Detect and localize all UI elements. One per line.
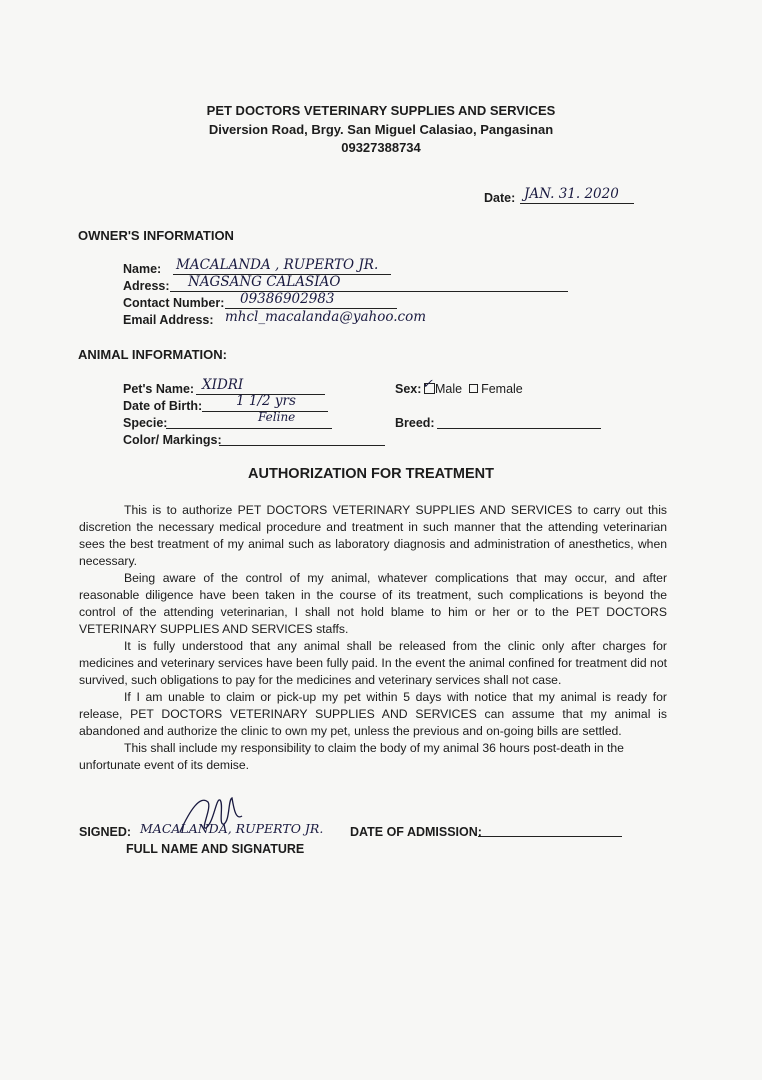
date-label: Date:	[484, 191, 516, 205]
authorization-paragraph: Being aware of the control of my animal, whatever complications that may occur, and after reasonable diligence have been taken in the course of its treatment, such complications is beyond the control of the attending veterinarian, I shall not hold blame to him or her or to the PET DOCTORS VETERINARY SUPPLIES AND SERVICES staffs.	[79, 571, 667, 636]
date-value: JAN. 31. 2020	[524, 186, 619, 202]
company-address: Diversion Road, Brgy. San Miguel Calasiao, Pangasinan	[208, 122, 554, 137]
contact-value: 09386902983	[240, 291, 335, 307]
contact-label: Contact Number:	[123, 296, 225, 310]
specie-value: Feline	[258, 410, 296, 424]
sex-male-label: Male	[435, 382, 463, 396]
email-label: Email Address:	[123, 313, 214, 327]
signed-label: SIGNED:	[79, 825, 132, 839]
specie-line	[166, 414, 332, 429]
admission-line	[478, 822, 622, 837]
sex-female-label: Female	[481, 382, 523, 396]
dob-value: 1 1/2 yrs	[236, 393, 296, 409]
dob-label: Date of Birth:	[123, 399, 203, 413]
color-line	[219, 431, 385, 446]
email-value: mhcl_macalanda@yahoo.com	[225, 309, 427, 325]
authorization-paragraph: This shall include my responsibility to claim the body of my animal 36 hours post-death in the unfortunate event of its demise.	[79, 741, 624, 772]
owner-section-title: OWNER'S INFORMATION	[78, 228, 234, 243]
address-value: NAGSANG CALASIAO	[188, 274, 341, 290]
pet-name-value: XIDRI	[202, 377, 244, 393]
color-label: Color/ Markings:	[123, 433, 222, 447]
authorization-title: AUTHORIZATION FOR TREATMENT	[248, 466, 494, 482]
company-name: PET DOCTORS VETERINARY SUPPLIES AND SERVICES	[206, 103, 556, 118]
animal-section-title: ANIMAL INFORMATION:	[78, 347, 227, 362]
checkmark-icon: ✓	[422, 377, 433, 392]
sex-female-checkbox[interactable]	[469, 384, 478, 393]
specie-label: Specie:	[123, 416, 168, 430]
breed-line	[437, 414, 601, 429]
name-label: Name:	[123, 262, 162, 276]
authorization-paragraph: If I am unable to claim or pick-up my pet within 5 days with notice that my animal is ready for release, PET DOCTORS VETERINARY SUPPLIES AND SERVICES can assume that my animal is abandoned and authorize the clinic to own my pet, unless the previous and on-going bills are settled.	[79, 690, 667, 738]
sex-options	[422, 377, 523, 396]
sex-male-checkbox[interactable]	[422, 377, 435, 394]
breed-label: Breed:	[395, 416, 435, 430]
signature-scrawl	[170, 790, 270, 840]
authorization-body	[79, 502, 667, 774]
full-name-label: FULL NAME AND SIGNATURE	[126, 842, 305, 856]
admission-label: DATE OF ADMISSION:	[350, 825, 482, 839]
authorization-paragraph: This is to authorize PET DOCTORS VETERINARY SUPPLIES AND SERVICES to carry out this discretion the necessary medical procedure and treatment in such manner that the attending veterinarian sees the best treatment of my animal such as laboratory diagnosis and administration of anesthetics, when necessary.	[79, 503, 667, 568]
name-value: MACALANDA , RUPERTO JR.	[176, 257, 379, 273]
authorization-paragraph: It is fully understood that any animal shall be released from the clinic only after charges for medicines and veterinary services have been fully paid. In the event the animal confined for treatment did not survived, such obligations to pay for the medicines and veterinary services shall not case.	[79, 639, 667, 687]
signed-value: MACALANDA, RUPERTO JR.	[140, 821, 324, 836]
address-label: Adress:	[123, 279, 170, 293]
pet-name-label: Pet's Name:	[123, 382, 195, 396]
company-phone: 09327388734	[341, 140, 421, 155]
sex-label: Sex:	[395, 382, 422, 396]
